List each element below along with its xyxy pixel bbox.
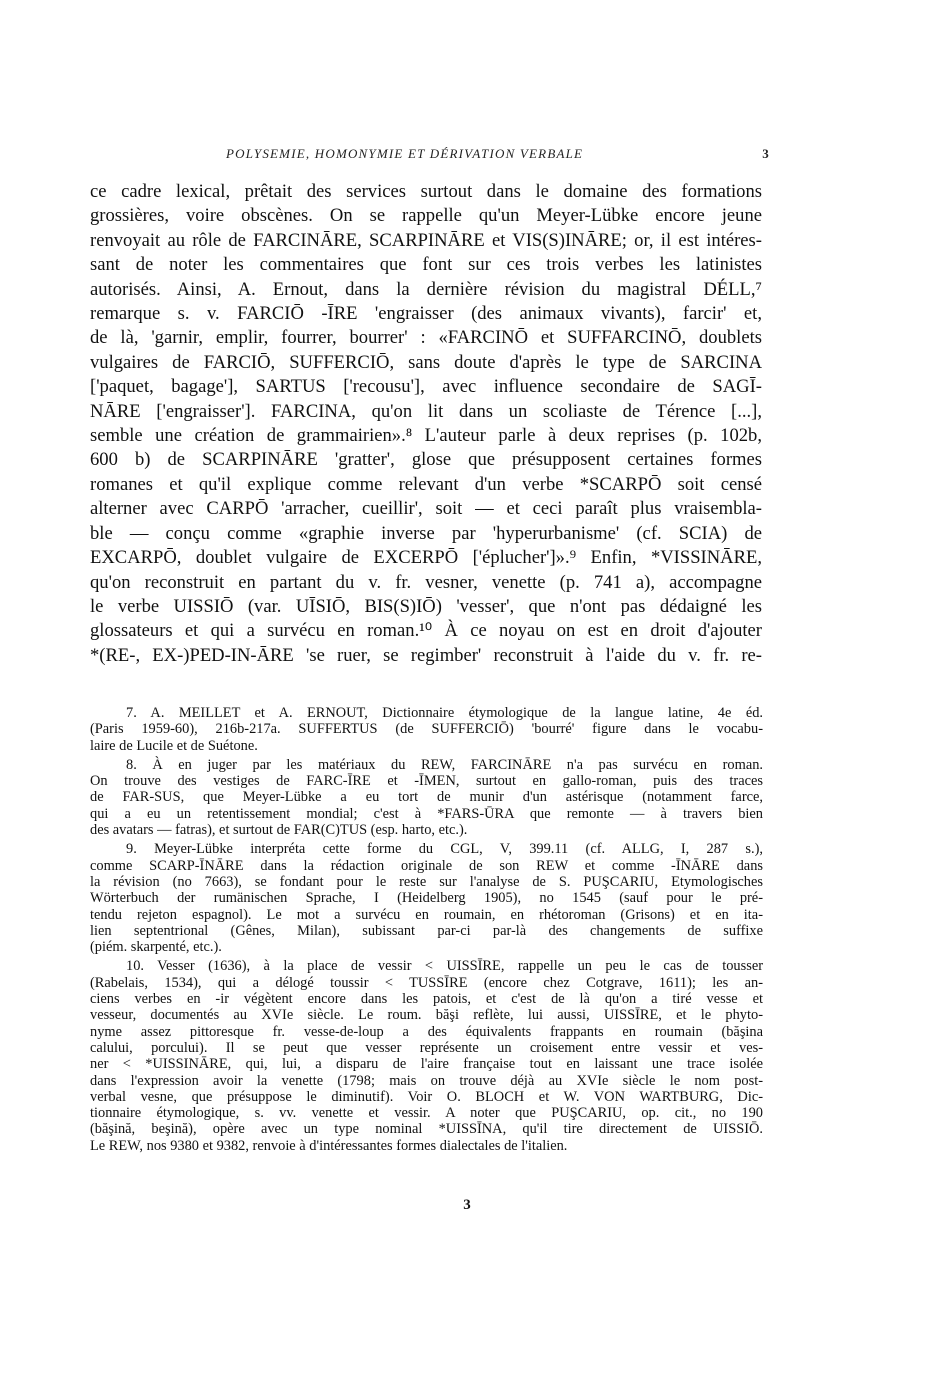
text-line: qu'on reconstruit en partant du v. fr. vesner, venette (p. 741 a), accompagne bbox=[90, 571, 762, 593]
footnotes bbox=[90, 705, 763, 1157]
footnote-line: verbal vesne, que présuppose le diminutif). Voir O. BLOCH et W. VON WARTBURG, Dic- bbox=[90, 1088, 763, 1105]
footnote-line: lien septentrional (Gênes, Milan), subissant par-ci par-là des changements de suffixe bbox=[90, 922, 763, 939]
footnote-8 bbox=[90, 757, 763, 838]
text-line: remarque s. v. FARCIŌ -ĪRE 'engraisser (des animaux vivants), farcir' et, bbox=[90, 303, 762, 325]
footnote-line: Le REW, nos 9380 et 9382, renvoie à d'intéressantes formes dialectales de l'italien. bbox=[90, 1137, 568, 1154]
footnote-line: (Paris 1959-60), 216b-217a. SUFFERTUS (de SUFFERCIŌ) 'bourré' figure dans le vocabu- bbox=[90, 721, 763, 738]
text-line: ble — conçu comme «graphie inverse par 'hyperurbanisme' (cf. SCIA) de bbox=[90, 522, 762, 544]
text-line: le verbe UISSIŌ (var. UĪSIŌ, BIS(S)IŌ) 'vesser', que n'ont pas dédaigné les bbox=[90, 595, 762, 617]
text-line: romanes et qu'il explique comme relevant d'un verbe *SCARPŌ soit censé bbox=[90, 473, 762, 495]
text-line: glossateurs et qui a survécu en roman.¹⁰ À ce noyau on est en droit d'ajouter bbox=[90, 620, 762, 642]
text-line: semble une création de grammairien».⁸ L'auteur parle à deux reprises (p. 102b, bbox=[90, 425, 762, 447]
footnote-line: (băşină, beşină), opère avec un type nominal *UISSĪNA, qu'il tire directement de UISSIŌ. bbox=[90, 1121, 763, 1138]
footnote-line: tendu rejeton espagnol). Le mot a survécu en roumain, en rhétoroman (Grisons) et en ita- bbox=[90, 906, 763, 923]
footnote-line: vesseur, documentés au XVIe siècle. Le roum. băşi reflète, lui aussi, UISSĪRE, et le phyto- bbox=[90, 1007, 763, 1024]
text-line: ['paquet, bagage'], SARTUS ['recousu'], avec influence secondaire de SAGĪ- bbox=[90, 376, 762, 398]
text-line: grossières, voire obscènes. On se rappelle qu'un Meyer-Lübke encore jeune bbox=[90, 205, 762, 227]
footnote-line: 7. A. MEILLET et A. ERNOUT, Dictionnaire étymologique de la langue latine, 4e éd. bbox=[126, 705, 763, 721]
running-title: POLYSEMIE, HOMONYMIE ET DÉRIVATION VERBALE bbox=[226, 146, 584, 161]
footnote-10 bbox=[90, 958, 763, 1154]
footnote-line: dans l'expression avoir la venette (1798; mais on trouve déjà au XVIe siècle le nom post- bbox=[90, 1072, 763, 1089]
text-line: alterner avec CARPŌ 'arracher, cueillir', soit — et ceci paraît plus vraisembla- bbox=[90, 498, 762, 520]
footnote-line: calului, porcului). Il se peut que vesser représente un croisement entre vessir et ves- bbox=[90, 1039, 763, 1056]
footnote-line: tionnaire étymologique, s. vv. venette et vessir. A noter que PUŞCARIU, op. cit., no 190 bbox=[90, 1105, 763, 1122]
main-text bbox=[90, 180, 762, 668]
footnote-line: On trouve des vestiges de FARC-ĪRE et -ĪMEN, surtout en gallo-roman, puis des traces bbox=[90, 773, 763, 790]
footnote-line: Wörterbuch der rumänischen Sprache, I (Heidelberg 1905), no 1545 (sauf pour le pré- bbox=[90, 890, 763, 907]
footnote-line: 10. Vesser (1636), à la place de vessir < UISSĪRE, rappelle un peu le cas de tousser bbox=[126, 958, 763, 975]
footnote-line: qui a eu un retentissement mondial; c'est à *FARS-ŪRA que remonte — à travers bien bbox=[90, 805, 763, 822]
text-line: sant de noter les commentaires que font sur ces trois verbes les latinistes bbox=[90, 254, 762, 276]
text-line: 600 b) de SCARPINĀRE 'gratter', glose que présupposent certaines formes bbox=[90, 449, 762, 471]
footnote-line: 8. À en juger par les matériaux du REW, FARCINĀRE n'a pas survécu en roman. bbox=[126, 756, 763, 773]
folio-number: 3 bbox=[463, 1197, 471, 1213]
footnote-7 bbox=[90, 705, 763, 754]
footnote-line: 9. Meyer-Lübke interpréta cette forme du CGL, V, 399.11 (cf. ALLG, I, 287 s.), bbox=[126, 841, 763, 858]
text-line: vulgaires de FARCIŌ, SUFFERCIŌ, sans doute d'après le type de SARCINA bbox=[90, 351, 762, 373]
footnote-line: nyme assez pittoresque fr. vesse-de-loup a des équivalents frappants en roumain (băşina bbox=[90, 1023, 763, 1040]
text-line: autorisés. Ainsi, A. Ernout, dans la dernière révision du magistral DÉLL,⁷ bbox=[90, 278, 762, 300]
footnote-line: comme SCARP-ĪNĀRE dans la rédaction originale de son REW et comme -ĪNĀRE dans bbox=[90, 857, 763, 874]
text-line: de là, 'garnir, emplir, fourrer, bourrer' : «FARCINŌ et SUFFARCINŌ, doublets bbox=[90, 327, 762, 349]
text-line: EXCARPŌ, doublet vulgaire de EXCERPŌ ['éplucher']».⁹ Enfin, *VISSINĀRE, bbox=[90, 547, 762, 569]
header-page-number: 3 bbox=[762, 146, 770, 161]
footnote-line: (piém. skarpenté, etc.). bbox=[90, 939, 222, 956]
footnote-line: de FAR-SUS, que Meyer-Lübke a eu tort de munir d'un astérisque (notamment farce, bbox=[90, 789, 763, 806]
footnote-line: la révision (no 7663), se fondant pour le reste sur l'analyse de S. PUŞCARIU, Etymologisches bbox=[90, 873, 763, 890]
text-line: ce cadre lexical, prêtait des services surtout dans le domaine des formations bbox=[90, 181, 762, 202]
text-line: *(RE-, EX-)PED-IN-ĀRE 'se ruer, se regimber' reconstruit à l'aide du v. fr. re- bbox=[90, 644, 762, 666]
footnote-line: ner < *UISSINĀRE, qui, lui, a disparu de l'aire française tout en laissant une trace isolée bbox=[90, 1056, 763, 1073]
footnote-line: laire de Lucile et de Suétone. bbox=[90, 737, 258, 754]
text-line: renvoyait au rôle de FARCINĀRE, SCARPINĀRE et VIS(S)INĀRE; or, il est intéres- bbox=[90, 229, 762, 251]
footnote-line: des avatars — fatras), et surtout de FAR(C)TUS (esp. harto, etc.). bbox=[90, 822, 468, 839]
footnote-9 bbox=[90, 841, 763, 955]
footnote-line: ciens verbes en -ir végètent encore dans les patois, et c'est de là qu'on a tiré vesse et bbox=[90, 991, 763, 1008]
footnote-line: (Rabelais, 1534), qui a délogé toussir < TUSSĪRE (encore chez Cotgrave, 1611); les an- bbox=[90, 974, 763, 991]
text-line: NĀRE ['engraisser']. FARCINA, qu'on lit dans un scoliaste de Térence [...], bbox=[90, 400, 762, 422]
